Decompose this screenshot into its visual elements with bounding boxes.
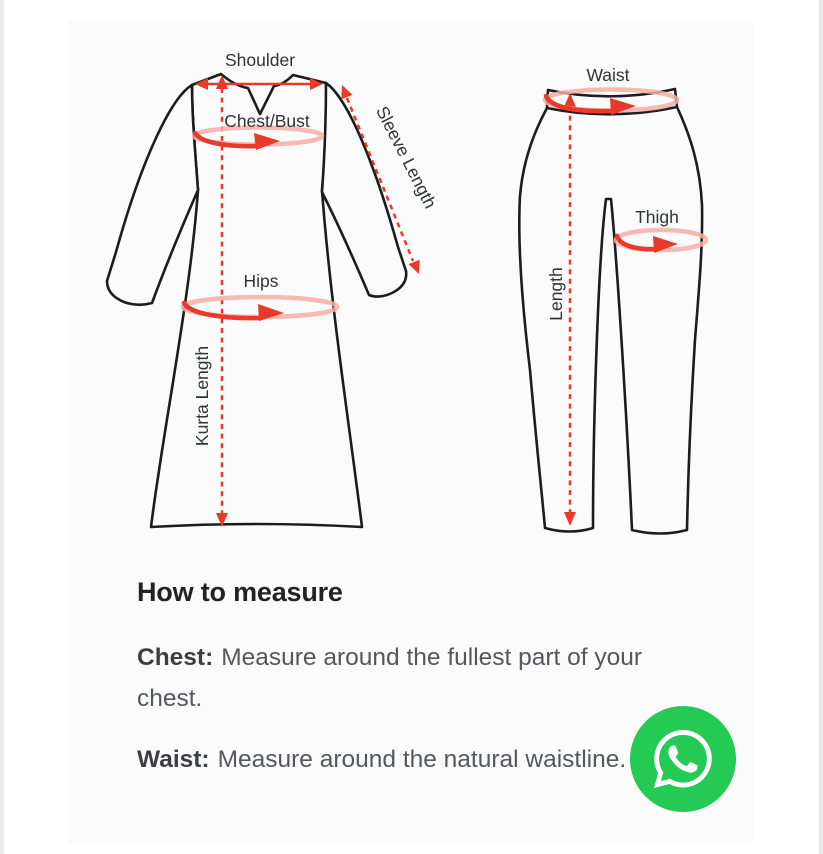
measure-term-waist: Waist: [137,746,210,773]
whatsapp-icon [654,730,712,788]
waist-label: Waist [586,65,630,85]
thigh-label: Thigh [635,207,679,227]
window-edge-right [819,0,823,854]
sleeve-length-label: Sleeve Length [372,102,441,212]
pants-length-label: Length [546,267,566,321]
how-to-measure-title: How to measure [137,577,343,607]
measure-item-chest [137,637,677,719]
pants-illustration [519,65,706,534]
hips-label: Hips [243,271,279,291]
chest-bust-label: Chest/Bust [224,111,310,131]
shoulder-label: Shoulder [224,50,296,70]
kurta-length-label: Kurta Length [192,345,212,447]
measure-description-chest: Measure around the fullest part of your chest. [137,644,643,712]
kurta-left-sleeve-outline [107,85,198,305]
whatsapp-button[interactable] [630,706,736,812]
sleeve-length-arrow-bottom [409,260,420,274]
measure-description-waist: Measure around the natural waistline. [217,746,627,773]
window-edge-left [0,0,4,854]
sleeve-length-arrow-top [341,85,352,99]
kurta-illustration [107,50,441,527]
measure-term-chest: Chest: [137,644,214,671]
measure-item-waist [137,739,677,780]
